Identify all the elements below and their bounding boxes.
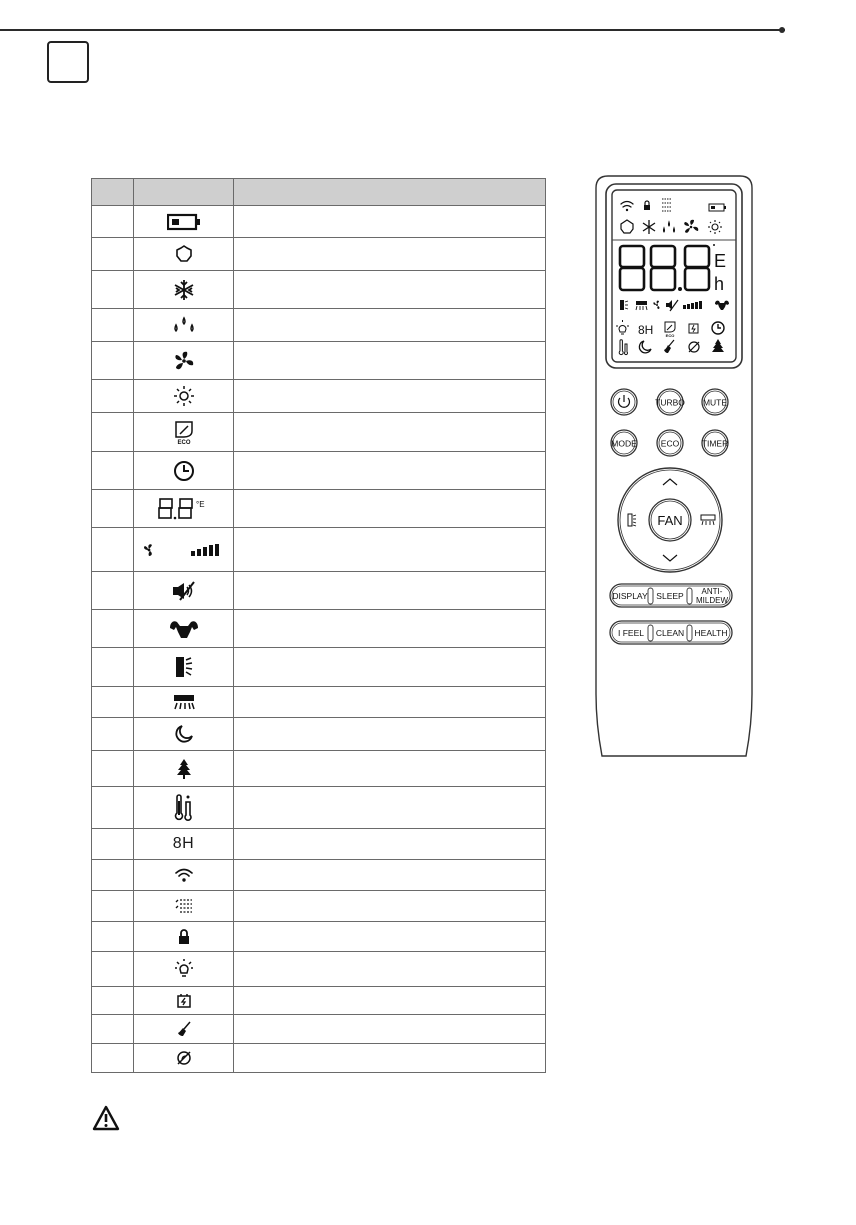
svg-text:TURBO: TURBO bbox=[655, 397, 685, 408]
lcd-unit-h: h bbox=[714, 274, 725, 294]
table-row bbox=[92, 309, 546, 342]
fan-speed-bars-icon bbox=[141, 542, 227, 558]
battery-low-icon bbox=[167, 213, 201, 231]
lcd-screen bbox=[606, 184, 742, 368]
eight-hours-icon: 8H bbox=[172, 835, 195, 852]
table-row bbox=[92, 829, 546, 860]
lcd-8h-label: 8H bbox=[638, 323, 654, 337]
self-clean-icon bbox=[176, 993, 192, 1009]
svg-text:MUTE: MUTE bbox=[702, 397, 728, 408]
svg-text:MODE: MODE bbox=[611, 438, 637, 449]
sleep-button[interactable]: SLEEP bbox=[656, 591, 684, 601]
svg-text:TIMER: TIMER bbox=[701, 438, 729, 449]
health-button[interactable]: HEALTH bbox=[694, 628, 728, 638]
lcd-vswing-icon bbox=[636, 301, 647, 305]
warning-icon bbox=[92, 1105, 120, 1131]
power-button[interactable] bbox=[611, 389, 637, 415]
airflow-lines-icon bbox=[174, 897, 194, 915]
remote-control-illustration bbox=[594, 174, 754, 758]
svg-text:ANTI-: ANTI- bbox=[701, 587, 723, 596]
fan-button[interactable] bbox=[649, 499, 691, 541]
table-row bbox=[92, 238, 546, 271]
eco-button[interactable] bbox=[657, 430, 683, 456]
sun-heat-icon bbox=[173, 385, 195, 407]
table-row bbox=[92, 952, 546, 987]
clean-button[interactable]: CLEAN bbox=[655, 628, 685, 638]
table-row bbox=[92, 610, 546, 648]
snowflake-cool-icon bbox=[173, 279, 195, 301]
table-row bbox=[92, 342, 546, 380]
table-row bbox=[92, 413, 546, 452]
svg-text:FAN: FAN bbox=[657, 513, 683, 528]
timer-button[interactable] bbox=[702, 430, 728, 456]
eco-leaf-icon bbox=[173, 419, 195, 445]
table-row bbox=[92, 1044, 546, 1073]
header-rule bbox=[0, 29, 785, 31]
timer-clock-icon bbox=[173, 460, 195, 482]
header-rule-end-dot bbox=[779, 27, 785, 33]
table-row bbox=[92, 206, 546, 238]
wifi-icon bbox=[174, 867, 194, 883]
table-row bbox=[92, 648, 546, 687]
table-row bbox=[92, 528, 546, 572]
turbo-muscle-icon bbox=[168, 618, 200, 640]
header-meaning bbox=[234, 179, 546, 206]
auto-mode-icon bbox=[174, 244, 194, 264]
header-icon bbox=[134, 179, 234, 206]
svg-text:ECO: ECO bbox=[665, 333, 675, 338]
svg-text:ECO: ECO bbox=[660, 438, 680, 449]
table-row bbox=[92, 891, 546, 922]
table-row bbox=[92, 572, 546, 610]
clean-brush-icon bbox=[176, 1021, 192, 1037]
health-tree-icon bbox=[175, 758, 193, 780]
i-feel-thermometer-icon bbox=[174, 793, 194, 823]
horizontal-swing-icon bbox=[174, 655, 194, 679]
lcd-icon-table bbox=[91, 178, 546, 1073]
table-row bbox=[92, 1015, 546, 1044]
child-lock-icon bbox=[177, 929, 191, 945]
table-row bbox=[92, 922, 546, 952]
display-button[interactable]: DISPLAY bbox=[612, 591, 648, 601]
table-row bbox=[92, 860, 546, 891]
table-row bbox=[92, 380, 546, 413]
sleep-moon-icon bbox=[174, 724, 194, 744]
mute-speaker-icon bbox=[170, 581, 198, 601]
table-row bbox=[92, 271, 546, 309]
anti-mildew-icon bbox=[176, 1050, 192, 1066]
svg-text:°E: °E bbox=[195, 499, 205, 509]
temperature-digits-icon bbox=[158, 497, 210, 521]
section-number-box bbox=[47, 41, 89, 83]
fan-mode-icon bbox=[173, 350, 195, 372]
display-light-icon bbox=[173, 958, 195, 980]
table-row bbox=[92, 687, 546, 718]
lcd-unit-e: E bbox=[714, 251, 727, 271]
mute-button[interactable] bbox=[702, 389, 728, 415]
i-feel-button[interactable]: I FEEL bbox=[618, 628, 644, 638]
table-header-row bbox=[92, 179, 546, 206]
table-row bbox=[92, 751, 546, 787]
svg-text:ECO: ECO bbox=[176, 440, 191, 445]
table-row bbox=[92, 718, 546, 751]
mode-button[interactable] bbox=[611, 430, 637, 456]
vertical-swing-icon bbox=[172, 693, 196, 711]
table-row bbox=[92, 987, 546, 1015]
table-row bbox=[92, 490, 546, 528]
dry-mode-drops-icon bbox=[172, 316, 196, 334]
svg-text:MILDEW: MILDEW bbox=[696, 596, 728, 605]
lcd-hswing-icon bbox=[620, 300, 624, 310]
table-row bbox=[92, 452, 546, 490]
table-row bbox=[92, 787, 546, 829]
header-no bbox=[92, 179, 134, 206]
